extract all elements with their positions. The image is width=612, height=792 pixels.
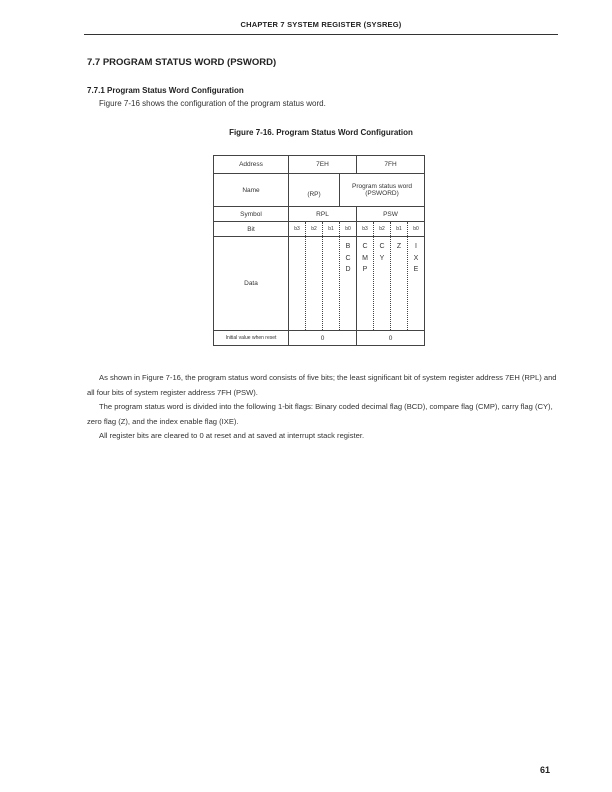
flag-letter: Z	[396, 243, 402, 250]
flag-letter: C	[362, 243, 368, 250]
reset-value-rpl: 0	[289, 331, 357, 346]
symbol-psw: PSW	[357, 207, 425, 222]
address-label: Address	[214, 156, 289, 174]
bit-label: Bit	[214, 222, 289, 237]
body-paragraph: As shown in Figure 7-16, the program status word consists of five bits; the least significant bit of system register address 7EH (RPL) and all four bits of system register address 7FH (PSW).	[87, 373, 557, 397]
figure-caption: Figure 7-16. Program Status Word Configuration	[229, 128, 413, 137]
name-rp-cell	[289, 174, 340, 207]
reset-row	[214, 331, 425, 346]
subsection-title: 7.7.1 Program Status Word Configuration	[87, 86, 244, 95]
chapter-header: CHAPTER 7 SYSTEM REGISTER (SYSREG)	[240, 20, 402, 29]
data-cell-unused	[306, 237, 323, 331]
bit-cell: b2	[374, 222, 391, 237]
flag-letter: M	[362, 254, 368, 262]
data-cell-cy	[374, 237, 391, 331]
section-title: 7.7 PROGRAM STATUS WORD (PSWORD)	[87, 57, 277, 68]
data-label: Data	[214, 237, 289, 331]
data-cell-bcd	[340, 237, 357, 331]
symbol-rpl: RPL	[289, 207, 357, 222]
bit-cell: b0	[408, 222, 425, 237]
flag-letter: D	[345, 266, 351, 273]
data-cell-z	[391, 237, 408, 331]
data-cell-unused	[323, 237, 340, 331]
bit-row	[214, 222, 425, 237]
address-7eh: 7EH	[289, 156, 357, 174]
bit-cell: b3	[289, 222, 306, 237]
address-7fh: 7FH	[357, 156, 425, 174]
reset-value-psw: 0	[357, 331, 425, 346]
intro-text: Figure 7-16 shows the configuration of the program status word.	[99, 99, 326, 108]
address-row	[214, 156, 425, 174]
psw-configuration-table	[213, 155, 425, 346]
reset-label: Initial value when reset	[214, 331, 289, 346]
flag-letter: E	[413, 266, 419, 273]
symbol-row	[214, 207, 425, 222]
flag-letter: C	[379, 243, 385, 250]
name-rp: (RP)	[307, 190, 321, 198]
flag-letter: P	[362, 266, 368, 273]
flag-letter: B	[345, 243, 351, 250]
bit-cell: b3	[357, 222, 374, 237]
data-cell-cmp	[357, 237, 374, 331]
body-paragraph: All register bits are cleared to 0 at reset and at saved at interrupt stack register.	[99, 431, 365, 440]
data-row	[214, 237, 425, 331]
body-paragraph: The program status word is divided into the following 1-bit flags: Binary coded decimal flag (BCD), compare flag (CMP), carry flag (CY), zero flag (Z), and the index enable flag (IXE).	[87, 402, 553, 426]
flag-letter: Y	[379, 254, 385, 262]
bit-cell: b0	[340, 222, 357, 237]
page-number: 61	[540, 765, 551, 775]
name-label: Name	[214, 174, 289, 207]
flag-letter: I	[415, 243, 417, 250]
symbol-label: Symbol	[214, 207, 289, 222]
flag-letter: C	[345, 254, 351, 262]
bit-cell: b1	[323, 222, 340, 237]
name-psword: Program status word (PSWORD)	[340, 174, 425, 207]
header-rule	[84, 34, 558, 35]
name-row	[214, 174, 425, 207]
bit-cell: b1	[391, 222, 408, 237]
data-cell-ixe	[408, 237, 425, 331]
data-cell-unused	[289, 237, 306, 331]
bit-cell: b2	[306, 222, 323, 237]
body-text	[87, 371, 557, 444]
flag-letter: X	[413, 254, 419, 262]
